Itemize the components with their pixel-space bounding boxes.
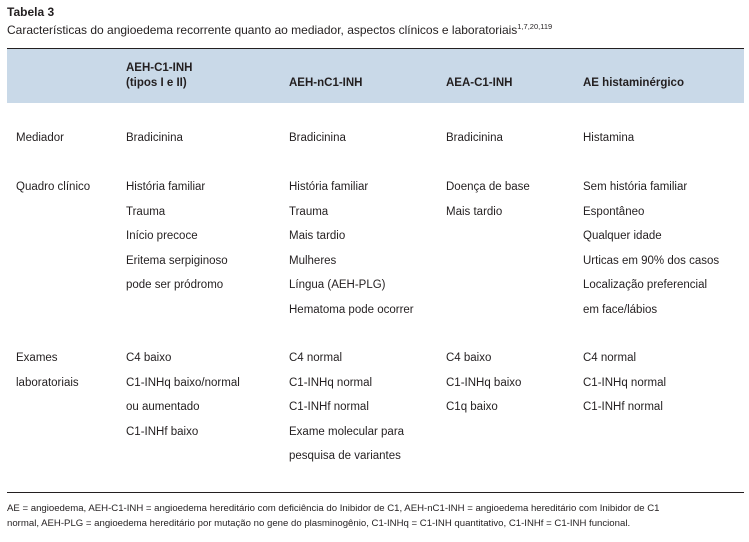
cell-exames-col1 [126, 346, 240, 444]
cell-line: C1-INHq baixo/normal [126, 376, 240, 389]
cell-line: laboratoriais [16, 376, 79, 389]
table-caption [7, 22, 552, 37]
row-label-exames [16, 346, 79, 395]
footnote-line: normal, AEH-PLG = angioedema hereditário por mutação no gene do plasminogênio, C1-INHq = C1-INH quantitativo, C1-INHf = C1-INH funcional. [7, 518, 631, 529]
cell-line: Espontâneo [583, 205, 645, 218]
header-line: AEH-C1-INH [126, 62, 193, 74]
bottom-rule [7, 492, 744, 493]
cell-line: C1-INHf baixo [126, 425, 199, 438]
cell-quadro-col2 [289, 175, 414, 322]
table-title: Tabela 3 [7, 5, 55, 19]
cell-line: Mulheres [289, 254, 337, 267]
header-line: (tipos I e II) [126, 77, 187, 89]
cell-line: História familiar [126, 181, 206, 193]
cell-line: Bradicinina [289, 132, 346, 144]
cell-line: Urticas em 90% dos casos [583, 254, 720, 267]
cell-line: ou aumentado [126, 401, 200, 413]
cell-mediador-col4 [583, 126, 634, 151]
cell-line: Início precoce [126, 230, 198, 242]
cell-quadro-col1 [126, 175, 228, 298]
cell-line: Qualquer idade [583, 230, 662, 242]
cell-mediador-col1 [126, 126, 183, 151]
cell-line: Bradicinina [126, 132, 183, 144]
cell-line: C1-INHq baixo [446, 376, 522, 389]
header-aea-c1-inh: AEA-C1-INH [446, 77, 513, 89]
cell-line: Sem história familiar [583, 181, 688, 193]
cell-line: pode ser pródromo [126, 279, 224, 291]
row-label-mediador [16, 126, 64, 151]
cell-quadro-col4 [583, 175, 719, 322]
cell-line: Mais tardio [289, 230, 346, 242]
cell-line: Trauma [289, 205, 329, 218]
header-aeh-nc1-inh: AEH-nC1-INH [289, 77, 363, 89]
cell-line: C4 baixo [126, 352, 172, 364]
cell-line: C1-INHq normal [289, 376, 373, 389]
cell-quadro-col3 [446, 175, 530, 224]
cell-exames-col2 [289, 346, 404, 469]
cell-mediador-col3 [446, 126, 503, 151]
cell-line: C4 baixo [446, 352, 492, 364]
cell-line: Eritema serpiginoso [126, 254, 228, 267]
cell-line: Histamina [583, 132, 635, 144]
cell-line: Hematoma pode ocorrer [289, 303, 414, 316]
caption-text: Características do angioedema recorrente quanto ao mediador, aspectos clínicos e laboratoriais [7, 23, 518, 37]
cell-line: Mais tardio [446, 205, 503, 218]
cell-line: C1-INHq normal [583, 376, 667, 389]
footnote [7, 501, 745, 531]
cell-line: C1-INHf normal [289, 401, 369, 413]
cell-line: Exame molecular para [289, 425, 405, 438]
cell-line: Trauma [126, 205, 166, 218]
row-label-quadro-clinico [16, 175, 90, 200]
cell-exames-col3 [446, 346, 521, 420]
cell-line: em face/lábios [583, 303, 658, 316]
cell-line: História familiar [289, 181, 369, 193]
cell-line: C1-INHf normal [583, 401, 663, 413]
cell-line: C4 normal [583, 352, 637, 364]
cell-line: C4 normal [289, 352, 343, 364]
cell-mediador-col2 [289, 126, 346, 151]
cell-line: C1q baixo [446, 401, 498, 413]
cell-line: Mediador [16, 132, 64, 144]
footnote-line: AE = angioedema, AEH-C1-INH = angioedema hereditário com deficiência do Inibidor de C1, AEH-nC1-INH = angioedema hereditário com Inibidor de C1 [7, 503, 660, 514]
header-ae-histaminergico: AE histaminérgico [583, 77, 684, 89]
cell-exames-col4 [583, 346, 666, 420]
cell-line: pesquisa de variantes [289, 450, 401, 462]
cell-line: Quadro clínico [16, 181, 91, 193]
header-aeh-c1-inh [126, 61, 192, 91]
cell-line: Doença de base [446, 181, 530, 193]
cell-line: Língua (AEH-PLG) [289, 279, 386, 291]
caption-references: 1,7,20,119 [517, 22, 553, 31]
cell-line: Bradicinina [446, 132, 503, 144]
cell-line: Exames [16, 352, 58, 364]
cell-line: Localização preferencial [583, 279, 708, 291]
